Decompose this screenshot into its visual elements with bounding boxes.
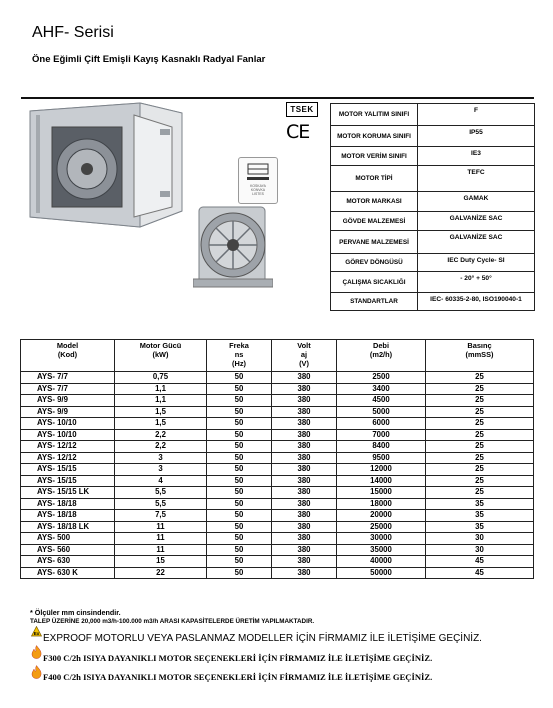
voltage-cell: 380: [272, 487, 337, 499]
voltage-cell: 380: [272, 567, 337, 579]
table-row: [21, 498, 534, 510]
table-row: [21, 464, 534, 476]
pressure-cell: 25: [426, 487, 534, 499]
table-row: [21, 452, 534, 464]
pressure-cell: 25: [426, 441, 534, 453]
voltage-cell: 380: [272, 475, 337, 487]
spec-key: MOTOR TİPİ: [331, 166, 418, 192]
svg-text:LISTES: LISTES: [252, 192, 264, 196]
flow-cell: 4500: [337, 395, 426, 407]
pressure-cell: 35: [426, 498, 534, 510]
model-cell: AYS- 15/15: [21, 475, 115, 487]
spec-value: GAMAK: [418, 192, 535, 212]
pressure-cell: 25: [426, 464, 534, 476]
pressure-cell: 25: [426, 406, 534, 418]
table-row: [21, 429, 534, 441]
model-cell: AYS- 18/18: [21, 510, 115, 522]
frequency-cell: 50: [207, 383, 272, 395]
spec-row: [331, 231, 535, 254]
spec-row: [331, 104, 535, 126]
spec-value: IEC Duty Cycle- SI: [418, 254, 535, 272]
spec-key: ÇALIŞMA SICAKLIĞI: [331, 272, 418, 293]
frequency-cell: 50: [207, 395, 272, 407]
spec-value: TEFC: [418, 166, 535, 192]
spec-row: [331, 192, 535, 212]
motor-power-cell: 5,5: [115, 487, 207, 499]
table-row: [21, 441, 534, 453]
frequency-cell: 50: [207, 475, 272, 487]
cabinet-fan-image: [22, 99, 192, 234]
motor-power-cell: 3: [115, 452, 207, 464]
model-cell: AYS- 15/15: [21, 464, 115, 476]
model-cell: AYS- 9/9: [21, 406, 115, 418]
ex-warning-icon: [31, 626, 42, 637]
voltage-cell: 380: [272, 533, 337, 545]
footnotes: [30, 608, 314, 626]
table-row: [21, 372, 534, 384]
flow-cell: 15000: [337, 487, 426, 499]
model-cell: AYS- 10/10: [21, 429, 115, 441]
flow-cell: 30000: [337, 533, 426, 545]
flow-cell: 50000: [337, 567, 426, 579]
table-row: [21, 383, 534, 395]
model-cell: AYS- 7/7: [21, 372, 115, 384]
spec-row: [331, 166, 535, 192]
svg-text:KOSKAYA: KOSKAYA: [250, 184, 266, 188]
model-cell: AYS- 18/18 LK: [21, 521, 115, 533]
flow-cell: 12000: [337, 464, 426, 476]
flow-cell: 25000: [337, 521, 426, 533]
header-pressure: Basınç (mmSS): [426, 340, 534, 372]
voltage-cell: 380: [272, 452, 337, 464]
spec-key: GÖVDE MALZEMESİ: [331, 212, 418, 231]
model-cell: AYS- 18/18: [21, 498, 115, 510]
flow-cell: 20000: [337, 510, 426, 522]
spec-key: PERVANE MALZEMESİ: [331, 231, 418, 254]
motor-power-cell: 0,75: [115, 372, 207, 384]
model-cell: AYS- 7/7: [21, 383, 115, 395]
frequency-cell: 50: [207, 406, 272, 418]
table-row: [21, 556, 534, 568]
frequency-cell: 50: [207, 441, 272, 453]
model-table: [20, 339, 534, 579]
header-flow: Debi (m2/h): [337, 340, 426, 372]
model-cell: AYS- 630 K: [21, 567, 115, 579]
page-subtitle: Öne Eğimli Çift Emişli Kayış Kasnaklı Radyal Fanlar: [32, 54, 266, 65]
spec-row: [331, 293, 535, 311]
spec-key: MOTOR MARKASI: [331, 192, 418, 212]
flow-cell: 2500: [337, 372, 426, 384]
header-model: Model (Kod): [21, 340, 115, 372]
table-row: [21, 487, 534, 499]
tsek-badge: TSEK: [286, 102, 318, 117]
spec-value: IP55: [418, 126, 535, 147]
spec-row: [331, 272, 535, 293]
table-row: [21, 544, 534, 556]
note-f400: F400 C/2h ISIYA DAYANIKLI MOTOR SEÇENEKLERİ İÇİN FİRMAMIZ İLE İLETİŞİME GEÇİNİZ.: [43, 672, 433, 682]
motor-power-cell: 1,1: [115, 395, 207, 407]
frequency-cell: 50: [207, 521, 272, 533]
motor-power-cell: 11: [115, 521, 207, 533]
flow-cell: 6000: [337, 418, 426, 430]
header-frequency: Freka ns (Hz): [207, 340, 272, 372]
flame-icon: [31, 665, 42, 679]
pressure-cell: 35: [426, 521, 534, 533]
frequency-cell: 50: [207, 533, 272, 545]
motor-power-cell: 15: [115, 556, 207, 568]
pressure-cell: 30: [426, 544, 534, 556]
table-row: [21, 395, 534, 407]
frequency-cell: 50: [207, 510, 272, 522]
header-motor-power: Motor Gücü (kW): [115, 340, 207, 372]
pressure-cell: 25: [426, 418, 534, 430]
spec-value: IE3: [418, 147, 535, 166]
voltage-cell: 380: [272, 521, 337, 533]
motor-power-cell: 3: [115, 464, 207, 476]
model-cell: AYS- 12/12: [21, 441, 115, 453]
frequency-cell: 50: [207, 498, 272, 510]
model-cell: AYS- 10/10: [21, 418, 115, 430]
voltage-cell: 380: [272, 544, 337, 556]
voltage-cell: 380: [272, 464, 337, 476]
model-cell: AYS- 630: [21, 556, 115, 568]
pressure-cell: 25: [426, 452, 534, 464]
voltage-cell: 380: [272, 429, 337, 441]
table-row: [21, 475, 534, 487]
motor-power-cell: 1,5: [115, 418, 207, 430]
voltage-cell: 380: [272, 498, 337, 510]
radial-fan-image: [193, 201, 273, 291]
flow-cell: 40000: [337, 556, 426, 568]
ce-mark: CE: [286, 121, 310, 143]
frequency-cell: 50: [207, 567, 272, 579]
flow-cell: 5000: [337, 406, 426, 418]
frequency-cell: 50: [207, 464, 272, 476]
pressure-cell: 35: [426, 510, 534, 522]
svg-text:KONVKA: KONVKA: [250, 188, 266, 192]
pressure-cell: 25: [426, 475, 534, 487]
frequency-cell: 50: [207, 418, 272, 430]
frequency-cell: 50: [207, 372, 272, 384]
voltage-cell: 380: [272, 510, 337, 522]
spec-row: [331, 254, 535, 272]
motor-power-cell: 11: [115, 544, 207, 556]
svg-text:Ex: Ex: [33, 631, 40, 636]
model-cell: AYS- 500: [21, 533, 115, 545]
flow-cell: 7000: [337, 429, 426, 441]
motor-power-cell: 11: [115, 533, 207, 545]
pressure-cell: 25: [426, 372, 534, 384]
note-f300: F300 C/2h ISIYA DAYANIKLI MOTOR SEÇENEKLERİ İÇİN FİRMAMIZ İLE İLETİŞİME GEÇİNİZ.: [43, 653, 433, 663]
table-row: [21, 418, 534, 430]
voltage-cell: 380: [272, 556, 337, 568]
model-cell: AYS- 560: [21, 544, 115, 556]
pressure-cell: 25: [426, 429, 534, 441]
pressure-cell: 25: [426, 395, 534, 407]
spec-key: GÖREV DÖNGÜSÜ: [331, 254, 418, 272]
model-cell: AYS- 9/9: [21, 395, 115, 407]
spec-row: [331, 126, 535, 147]
model-cell: AYS- 15/15 LK: [21, 487, 115, 499]
voltage-cell: 380: [272, 383, 337, 395]
voltage-cell: 380: [272, 395, 337, 407]
spec-value: IEC- 60335-2-80, ISO190040-1: [418, 293, 535, 311]
flow-cell: 35000: [337, 544, 426, 556]
spec-table: [330, 103, 535, 311]
pressure-cell: 45: [426, 567, 534, 579]
flame-icon: [31, 645, 42, 659]
motor-power-cell: 2,2: [115, 429, 207, 441]
flow-cell: 8400: [337, 441, 426, 453]
frequency-cell: 50: [207, 487, 272, 499]
spec-value: F: [418, 104, 535, 126]
table-row: [21, 533, 534, 545]
spec-row: [331, 147, 535, 166]
motor-power-cell: 2,2: [115, 441, 207, 453]
voltage-cell: 380: [272, 372, 337, 384]
spec-value: GALVANİZE SAC: [418, 231, 535, 254]
table-row: [21, 510, 534, 522]
header-voltage: Volt aj (V): [272, 340, 337, 372]
spec-value: GALVANİZE SAC: [418, 212, 535, 231]
motor-power-cell: 7,5: [115, 510, 207, 522]
motor-power-cell: 1,1: [115, 383, 207, 395]
spec-value: - 20° + 50°: [418, 272, 535, 293]
page-title: AHF- Serisi: [32, 24, 114, 41]
frequency-cell: 50: [207, 429, 272, 441]
frequency-cell: 50: [207, 544, 272, 556]
note-exproof: EXPROOF MOTORLU VEYA PASLANMAZ MODELLER İÇİN FİRMAMIZ İLE İLETİŞİME GEÇİNİZ.: [43, 633, 482, 644]
table-row: [21, 406, 534, 418]
motor-power-cell: 22: [115, 567, 207, 579]
spec-key: MOTOR KORUMA SINIFI: [331, 126, 418, 147]
motor-power-cell: 1,5: [115, 406, 207, 418]
product-label-card: [238, 157, 278, 204]
voltage-cell: 380: [272, 418, 337, 430]
spec-key: MOTOR YALITIM SINIFI: [331, 104, 418, 126]
motor-power-cell: 5,5: [115, 498, 207, 510]
motor-power-cell: 4: [115, 475, 207, 487]
voltage-cell: 380: [272, 441, 337, 453]
spec-key: STANDARTLAR: [331, 293, 418, 311]
table-header-row: [21, 340, 534, 372]
flow-cell: 18000: [337, 498, 426, 510]
voltage-cell: 380: [272, 406, 337, 418]
table-row: [21, 567, 534, 579]
frequency-cell: 50: [207, 556, 272, 568]
pressure-cell: 45: [426, 556, 534, 568]
spec-row: [331, 212, 535, 231]
table-row: [21, 521, 534, 533]
model-cell: AYS- 12/12: [21, 452, 115, 464]
pressure-cell: 30: [426, 533, 534, 545]
spec-key: MOTOR VERİM SINIFI: [331, 147, 418, 166]
flow-cell: 3400: [337, 383, 426, 395]
note-units: * Ölçüler mm cinsindendir.: [30, 608, 121, 617]
frequency-cell: 50: [207, 452, 272, 464]
note-capacity: TALEP ÜZERİNE 20,000 m3/h-100.000 m3/h ARASI KAPASİTELERDE ÜRETİM YAPILMAKTADIR.: [30, 618, 315, 625]
flow-cell: 9500: [337, 452, 426, 464]
pressure-cell: 25: [426, 383, 534, 395]
flow-cell: 14000: [337, 475, 426, 487]
